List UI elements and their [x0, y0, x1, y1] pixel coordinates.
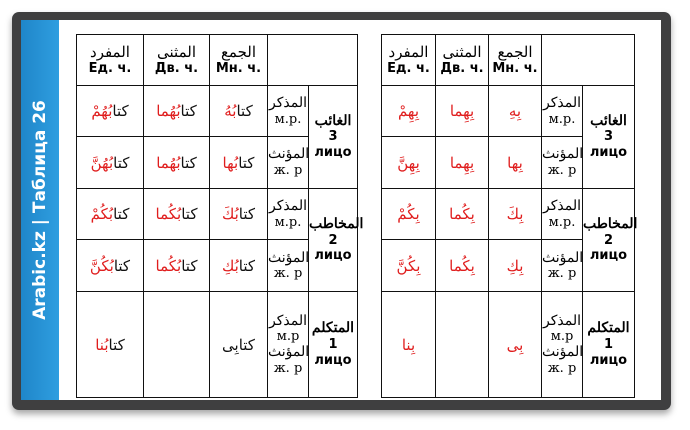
cell-2m-plural: كتابُكَ	[210, 188, 268, 240]
gender-masculine: المذكر м.р.	[542, 188, 583, 240]
cell-3m-singular: بِهِمْ	[382, 85, 436, 137]
cell-3m-singular: كتابُهُمْ	[77, 85, 144, 137]
header-singular: المفرد Ед. ч.	[382, 35, 436, 86]
gender-masculine: المذكر м.р.	[542, 85, 583, 137]
side-label: Arabic.kz | Таблица 26	[30, 100, 50, 320]
person-second: المخاطب 2 лицо	[309, 188, 358, 291]
cell-3f-dual: كتابُهُما	[144, 137, 210, 189]
gender-feminine: المؤنث ж. р	[268, 240, 309, 292]
cell-2f-dual: كتابُكُما	[144, 240, 210, 292]
cell-3m-dual: بِهِما	[436, 85, 489, 137]
cell-3m-dual: كتابُهُما	[144, 85, 210, 137]
cell-3f-plural: بِها	[489, 137, 542, 189]
gender-feminine: المؤنث ж. р	[542, 240, 583, 292]
person-third: الغائب 3 лицо	[309, 85, 358, 188]
header-plural: الجمع Мн. ч.	[210, 35, 268, 86]
person-third: الغائب 3 лицо	[583, 85, 635, 188]
cell-3f-singular: بِهِنَّ	[382, 137, 436, 189]
left-table	[76, 34, 364, 398]
cell-2f-plural: بِكِ	[489, 240, 542, 292]
person-first: المتكلم 1 лицо	[309, 291, 358, 397]
cell-3f-dual: بِهِما	[436, 137, 489, 189]
cell-1-singular: بِنا	[382, 291, 436, 397]
cell-3m-plural: كتابُهُ	[210, 85, 268, 137]
header-singular: المفرد Ед. ч.	[77, 35, 144, 86]
gender-both: المذكر м.р المؤنث ж. р	[542, 291, 583, 397]
cell-2m-singular: بِكُمْ	[382, 188, 436, 240]
cell-2f-singular: كتابُكُنَّ	[77, 240, 144, 292]
cell-2m-dual: بِكُما	[436, 188, 489, 240]
right-table	[381, 34, 638, 398]
gender-masculine: المذكر м.р.	[268, 85, 309, 137]
cell-1-plural: كتابِى	[210, 291, 268, 397]
header-empty	[268, 35, 358, 86]
person-second: المخاطب 2 лицо	[583, 188, 635, 291]
header-dual: المثنى Дв. ч.	[436, 35, 489, 86]
gender-both: المذكر м.р المؤنث ж. р	[268, 291, 309, 397]
cell-2m-singular: كتابُكُمْ	[77, 188, 144, 240]
header-dual: المثنى Дв. ч.	[144, 35, 210, 86]
cell-3f-singular: كتابُهُنَّ	[77, 137, 144, 189]
cell-2m-plural: بِكَ	[489, 188, 542, 240]
person-first: المتكلم 1 лицо	[583, 291, 635, 397]
cell-3m-plural: بِهِ	[489, 85, 542, 137]
cell-1-dual	[436, 291, 489, 397]
gender-masculine: المذكر м.р.	[268, 188, 309, 240]
gender-feminine: المؤنث ж. р	[542, 137, 583, 189]
cell-1-dual	[144, 291, 210, 397]
header-empty	[542, 35, 635, 86]
cell-3f-plural: كتابُها	[210, 137, 268, 189]
gender-feminine: المؤنث ж. р	[268, 137, 309, 189]
cell-1-singular: كتابُنا	[77, 291, 144, 397]
cell-1-plural: بِى	[489, 291, 542, 397]
cell-2f-singular: بِكُنَّ	[382, 240, 436, 292]
cell-2f-dual: بِكُما	[436, 240, 489, 292]
header-plural: الجمع Мн. ч.	[489, 35, 542, 86]
cell-2f-plural: كتابُكِ	[210, 240, 268, 292]
cell-2m-dual: كتابُكُما	[144, 188, 210, 240]
